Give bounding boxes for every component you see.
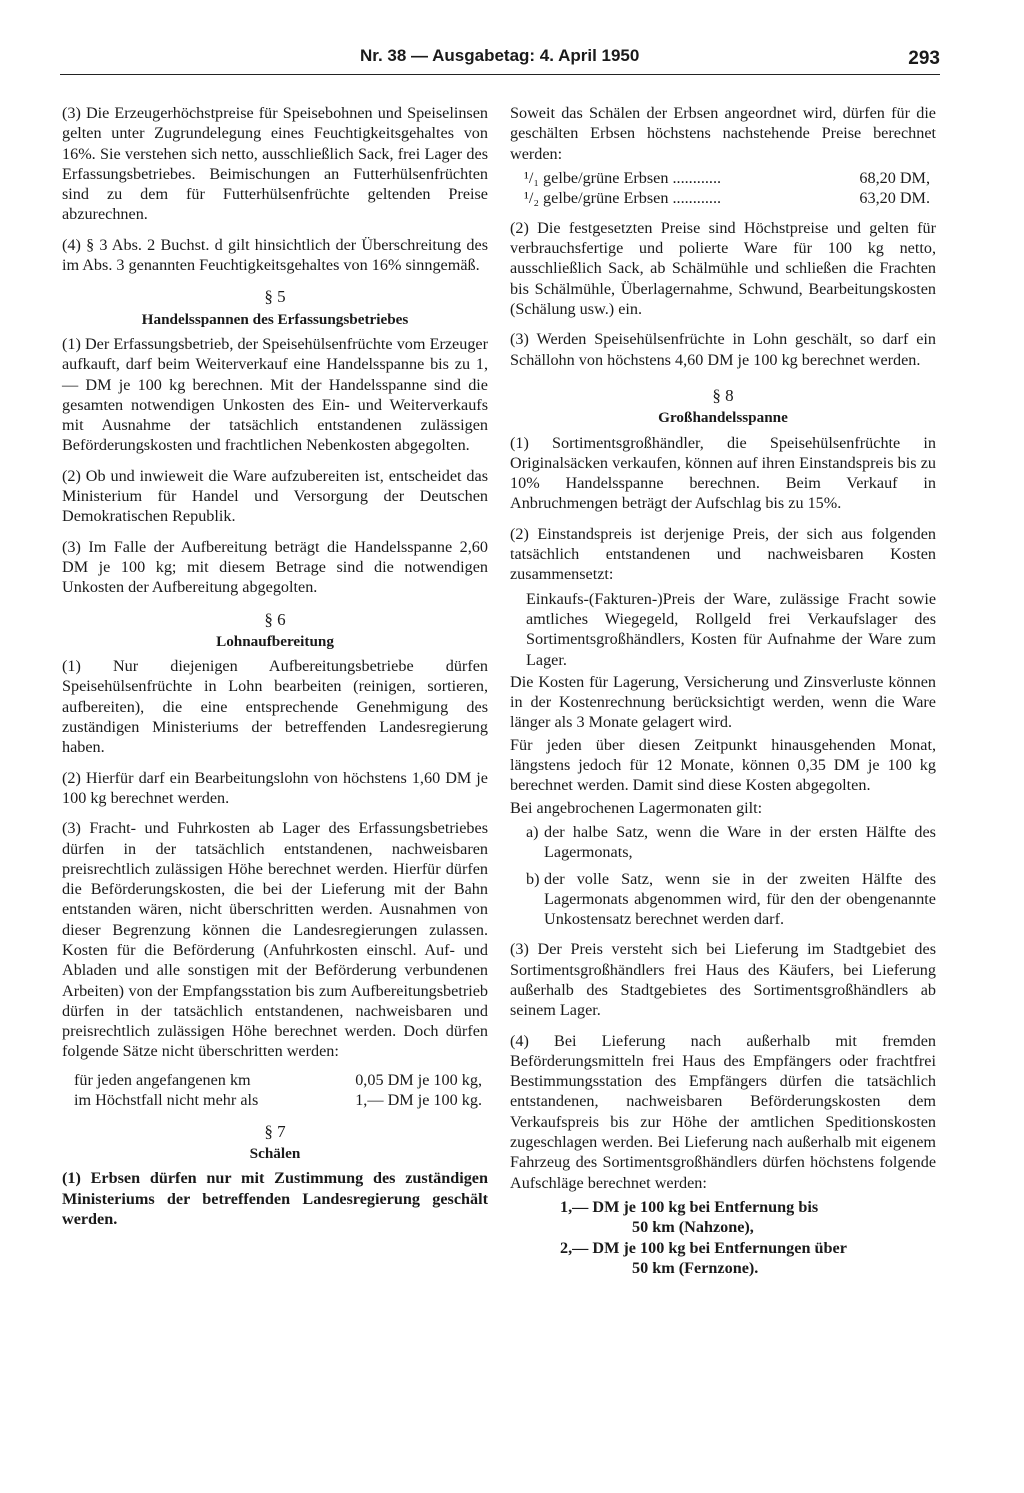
issue-line: Nr. 38 — Ausgabetag: 4. April 1950 [360, 46, 640, 65]
list-text: der halbe Satz, wenn die Ware in der ersten Hälfte des Lagermonats, [544, 822, 936, 862]
paragraph: (1) Erbsen dürfen nur mit Zustimmung des zuständigen Ministeriums der betreffenden Landesregierung geschält werden. [62, 1169, 488, 1228]
rate-label: im Höchstfall nicht mehr als [74, 1090, 259, 1109]
rate-line [62, 1090, 488, 1110]
paragraph: Die Kosten für Lagerung, Versicherung und Zinsverluste können in der Kostenrechnung berücksichtigt werden, wenn die Ware länger als 3 Monate gelagert wird. [510, 672, 936, 732]
list-text: der volle Satz, wenn sie in der zweiten Hälfte des Lagermonats abgenommen wird, für den der obengenannte Unkostensatz berechnet werden darf. [544, 869, 936, 929]
shipping-rate-line: 50 km (Nahzone), [632, 1218, 754, 1237]
section-title: Großhandelsspanne [658, 409, 788, 427]
list-item [510, 869, 936, 930]
shipping-rate-line: 1,— DM je 100 kg bei Entfernung bis [560, 1197, 819, 1216]
paragraph: (4) § 3 Abs. 2 Buchst. d gilt hinsichtlich der Überschreitung des im Abs. 3 genannten Feuchtigkeitsgehaltes von 16% sinngemäß. [62, 235, 488, 275]
section-number: § 8 [712, 385, 734, 405]
section-number: § 7 [264, 1121, 286, 1141]
left-column [62, 103, 488, 1239]
paragraph: (2) Ob und inwieweit die Ware aufzubereiten ist, entscheidet das Ministerium für Handel und Versorgung der Deutschen Demokratischen Republik. [62, 466, 488, 526]
shipping-rate-line: 2,— DM je 100 kg bei Entfernungen über [560, 1238, 847, 1257]
section-number: § 6 [264, 609, 286, 629]
section-title: Schälen [249, 1145, 301, 1163]
paragraph: Bei angebrochenen Lagermonaten gilt: [510, 798, 763, 817]
list-marker: a) [526, 822, 539, 841]
rate-label: für jeden angefangenen km [74, 1070, 251, 1089]
page-header [60, 44, 940, 75]
paragraph: (3) Werden Speisehülsenfrüchte in Lohn geschält, so darf ein Schällohn von höchstens 4,60 DM je 100 kg berechnet werden. [510, 330, 936, 369]
section-number: § 5 [264, 287, 286, 307]
paragraph: (1) Sortimentsgroßhändler, die Speisehülsenfrüchte in Originalsäcken verkaufen, können auf ihren Einstandspreis bis zu 10% Handelsspanne berechnen. Beim Verkauf in Anbruchmengen beträgt der Aufschlag bis zu 15%. [510, 433, 936, 513]
price-line [510, 188, 936, 208]
paragraph: (3) Die Erzeugerhöchstpreise für Speisebohnen und Speiselinsen gelten unter Zugrundelegung eines Feuchtigkeitsgehaltes von 16%. Sie verstehen sich netto, ausschließlich Sack, frei Lager des Erfassungsbetriebes. Beimischungen an Futterhülsenfrüchten sind zu dem für Futterhülsenfrüchte geltenden Preise abzurechnen. [62, 104, 488, 224]
section-title: Lohnaufbereitung [216, 632, 334, 650]
page-number: 293 [908, 48, 940, 69]
section-title: Handelsspannen des Erfassungsbetriebes [141, 310, 409, 328]
right-column [510, 103, 936, 1278]
shipping-rate [510, 1197, 936, 1238]
shipping-rate [510, 1238, 936, 1279]
list-marker: b) [526, 869, 540, 888]
paragraph: (1) Nur diejenigen Aufbereitungsbetriebe dürfen Speisehülsenfrüchte in Lohn bearbeiten (reinigen, sortieren, aufbereiten), die eine entsprechende Genehmigung des zuständigen Ministeriums der betreffenden Landesregierung haben. [62, 657, 488, 757]
paragraph: (3) Im Falle der Aufbereitung beträgt die Handelsspanne 2,60 DM je 100 kg; mit diesem Betrage sind die notwendigen Unkosten der Aufbereitung abgegolten. [62, 537, 488, 597]
price-label: ¹/₂ gelbe/grüne Erbsen ............ [524, 188, 722, 207]
paragraph: Für jeden über diesen Zeitpunkt hinausgehenden Monat, längstens jedoch für 12 Monate, können 0,35 DM je 100 kg berechnet werden. Damit sind diese Kosten abgegolten. [510, 735, 936, 795]
paragraph: (2) Einstandspreis ist derjenige Preis, der sich aus folgenden tatsächlich entstandenen und nachweisbaren Kosten zusammensetzt: [510, 524, 936, 584]
paragraph: (2) Hierfür darf ein Bearbeitungslohn von höchstens 1,60 DM je 100 kg berechnet werden. [62, 768, 488, 807]
price-value: 68,20 DM, [859, 168, 930, 187]
paragraph: Einkaufs-(Fakturen-)Preis der Ware, zulässige Fracht sowie amtliches Wiegegeld, Rollgeld frei Verkaufslager des Sortimentsgroßhändlers, Kosten für Aufnahme der Ware zum Lager. [526, 589, 936, 669]
rate-line [62, 1070, 488, 1090]
shipping-rate-line: 50 km (Fernzone). [632, 1258, 759, 1277]
price-value: 63,20 DM. [859, 188, 930, 207]
paragraph: (3) Fracht- und Fuhrkosten ab Lager des Erfassungsbetriebes dürfen in der tatsächlich entstandenen, nachweisbaren preisrechtlich zulässigen Höhe berechnet werden. Hierfür dürfen die Beförderungskosten, die bei der Lieferung mit der Bahn entstanden wären, nicht überschritten werden. Ausnahmen von dieser Begrenzung können die Landesregierungen zulassen. Kosten für die Beförderung (Anfuhrkosten einschl. Auf- und Abladen und alle sonstigen mit der Beförderung verbundenen Arbeiten) von der Empfangsstation bis zum Aufbereitungsbetrieb dürfen in der tatsächlich entstandenen, nachweisbaren und preisrechtlich zulässigen Höhe berechnet werden. Doch dürfen folgende Sätze nicht überschritten werden: [62, 819, 488, 1061]
paragraph: (2) Die festgesetzten Preise sind Höchstpreise und gelten für verbrauchsfertige und polierte Ware für 100 kg netto, ausschließlich Sack, ab Schälmühle und schließen die Frachten bis Schälmühle, Überlagernahme, Schwund, Bearbeitungskosten (Schälung usw.) ein. [510, 218, 936, 319]
list-item [510, 822, 936, 863]
paragraph: (4) Bei Lieferung nach außerhalb mit fremden Beförderungsmitteln frei Haus des Empfängers oder frachtfrei Bestimmungsstation des Empfängers dürfen die tatsächlich entstandenen, nachweisbaren Beförderungskosten dem Verkaufspreis bis zur Höhe der amtlichen Speditionskosten zugeschlagen werden. Bei Lieferung nach außerhalb mit eigenem Fahrzeug des Sortimentsgroßhändlers dürfen höchstens folgende Aufschläge berechnet werden: [510, 1031, 936, 1192]
price-label: ¹/₁ gelbe/grüne Erbsen ............ [524, 168, 722, 187]
rate-value: 0,05 DM je 100 kg, [355, 1070, 482, 1089]
paragraph: Soweit das Schälen der Erbsen angeordnet wird, dürfen für die geschälten Erbsen höchstens nachstehende Preise berechnet werden: [510, 104, 936, 163]
paragraph: (1) Der Erfassungsbetrieb, der Speisehülsenfrüchte vom Erzeuger aufkauft, darf beim Weiterverkauf eine Handelsspanne bis zu 1,— DM je 100 kg berechnen. Mit der Handelsspanne sind die gesamten notwendigen Unkosten des Ein- und Weiterverkaufs mit Ausnahme der tatsächlich entstandenen zulässigen Beförderungskosten und frachtlichen Nebenkosten abgegolten. [62, 334, 488, 455]
rate-value: 1,— DM je 100 kg. [355, 1090, 482, 1109]
paragraph: (3) Der Preis versteht sich bei Lieferung im Stadtgebiet des Sortimentsgroßhändlers frei Haus des Käufers, bei Lieferung außerhalb des Stadtgebietes des Sortimentsgroßhändlers ab seinem Lager. [510, 940, 936, 1020]
price-line [510, 168, 936, 188]
